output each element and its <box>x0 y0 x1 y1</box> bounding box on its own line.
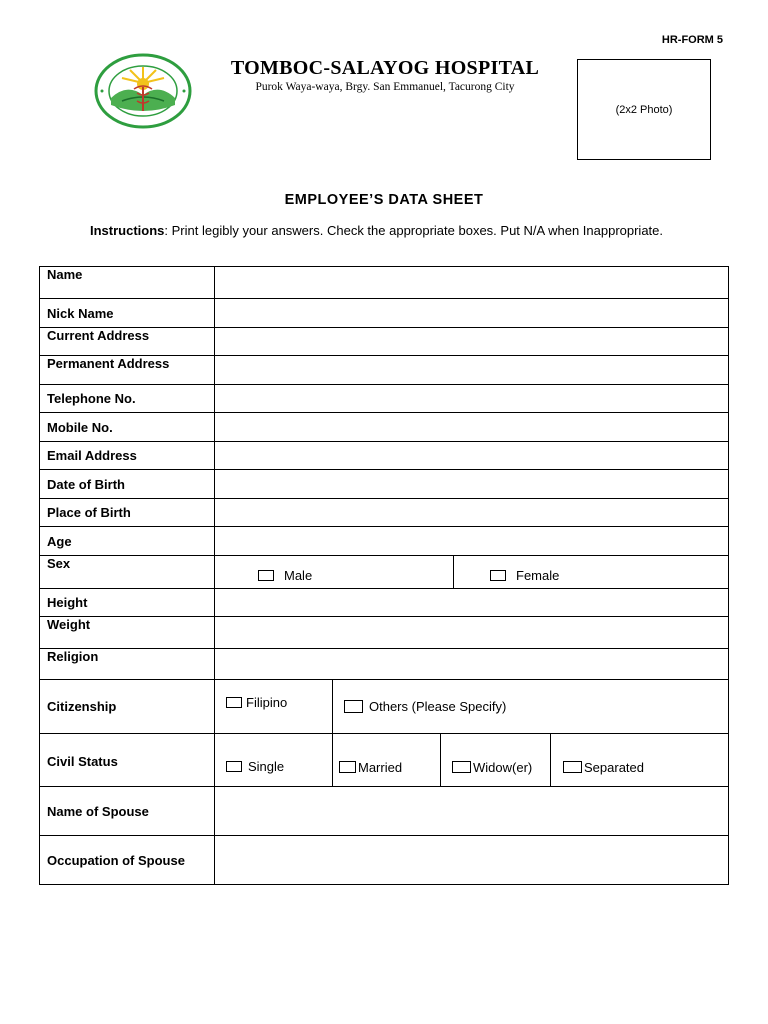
female-label: Female <box>516 567 560 583</box>
sex-male-option[interactable] <box>215 556 453 588</box>
label-religion: Religion <box>40 649 215 680</box>
instructions <box>90 222 690 239</box>
others-label: Others (Please Specify) <box>369 699 507 714</box>
filipino-label: Filipino <box>246 695 288 710</box>
label-nick-name: Nick Name <box>40 299 215 328</box>
spouse-occupation-field[interactable] <box>215 836 729 885</box>
email-field[interactable] <box>215 442 729 470</box>
mobile-field[interactable] <box>215 413 729 442</box>
pob-field[interactable] <box>215 499 729 527</box>
widow-label: Widow(er) <box>473 759 533 775</box>
label-weight: Weight <box>40 617 215 649</box>
hospital-name: TOMBOC-SALAYOG HOSPITAL <box>230 57 540 79</box>
label-age: Age <box>40 527 215 556</box>
label-height: Height <box>40 589 215 617</box>
photo-box-label: (2x2 Photo) <box>615 103 673 116</box>
photo-box[interactable] <box>577 59 711 160</box>
married-label: Married <box>358 759 403 775</box>
weight-field[interactable] <box>215 617 729 649</box>
married-checkbox[interactable] <box>339 761 356 773</box>
male-label: Male <box>284 567 313 583</box>
civil-single-option[interactable] <box>215 734 332 786</box>
citizenship-others-option[interactable] <box>332 680 728 733</box>
form-code: HR-FORM 5 <box>661 34 723 46</box>
height-field[interactable] <box>215 589 729 617</box>
female-checkbox[interactable] <box>490 570 506 581</box>
label-permanent-address: Permanent Address <box>40 356 215 385</box>
label-spouse-occupation: Occupation of Spouse <box>40 836 215 885</box>
religion-field[interactable] <box>215 649 729 680</box>
widow-checkbox[interactable] <box>452 761 471 773</box>
civil-widow-option[interactable] <box>440 734 550 786</box>
male-checkbox[interactable] <box>258 570 274 581</box>
others-checkbox[interactable] <box>344 700 363 713</box>
instructions-label: Instructions <box>90 223 165 238</box>
filipino-checkbox[interactable] <box>226 697 242 708</box>
name-field[interactable] <box>215 267 729 299</box>
telephone-field[interactable] <box>215 385 729 413</box>
hospital-seal-icon <box>94 53 192 129</box>
employee-data-table <box>39 266 729 885</box>
label-civil-status: Civil Status <box>40 734 215 787</box>
current-address-field[interactable] <box>215 328 729 356</box>
spouse-name-field[interactable] <box>215 787 729 836</box>
separated-label: Separated <box>584 759 644 775</box>
label-email: Email Address <box>40 442 215 470</box>
form-title: EMPLOYEE’S DATA SHEET <box>284 192 484 208</box>
age-field[interactable] <box>215 527 729 556</box>
label-spouse-name: Name of Spouse <box>40 787 215 836</box>
label-sex: Sex <box>40 556 215 589</box>
label-name: Name <box>40 267 215 299</box>
civil-married-option[interactable] <box>332 734 440 786</box>
label-mobile: Mobile No. <box>40 413 215 442</box>
label-dob: Date of Birth <box>40 470 215 499</box>
nick-name-field[interactable] <box>215 299 729 328</box>
civil-separated-option[interactable] <box>550 734 728 786</box>
hospital-address: Purok Waya-waya, Brgy. San Emmanuel, Tacurong City <box>255 81 515 93</box>
label-current-address: Current Address <box>40 328 215 356</box>
dob-field[interactable] <box>215 470 729 499</box>
label-citizenship: Citizenship <box>40 680 215 734</box>
sex-female-option[interactable] <box>453 556 728 588</box>
permanent-address-field[interactable] <box>215 356 729 385</box>
single-checkbox[interactable] <box>226 761 242 772</box>
single-label: Single <box>248 758 285 774</box>
citizenship-filipino-option[interactable] <box>215 680 332 733</box>
separated-checkbox[interactable] <box>563 761 582 773</box>
label-telephone: Telephone No. <box>40 385 215 413</box>
instructions-text: : Print legibly your answers. Check the appropriate boxes. Put N/A when Inappropriate. <box>164 223 664 238</box>
label-pob: Place of Birth <box>40 499 215 527</box>
